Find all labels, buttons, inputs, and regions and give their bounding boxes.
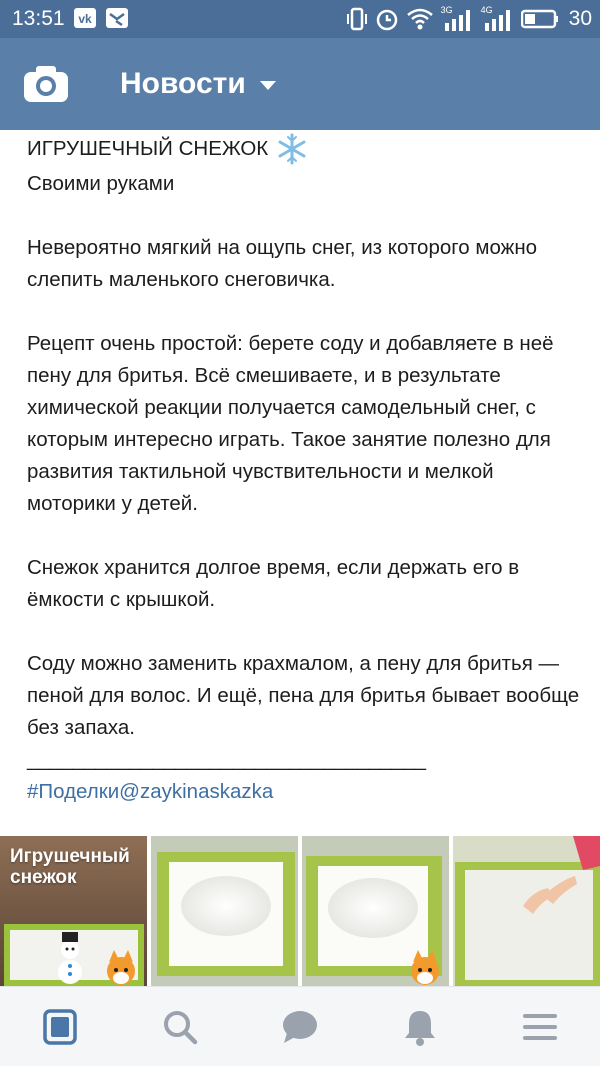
snowflake-icon	[276, 133, 308, 165]
photo-caption: Игрушечный снежок	[10, 846, 130, 888]
bottom-nav	[0, 986, 600, 1066]
alarm-icon	[375, 7, 399, 31]
post-title-line	[27, 130, 587, 168]
status-bar	[0, 0, 600, 38]
powder-image	[328, 878, 418, 938]
nav-messages[interactable]	[270, 997, 330, 1057]
post-divider: ___________________________________	[27, 748, 427, 771]
wifi-icon	[407, 8, 433, 30]
page-title: Новости	[120, 67, 246, 100]
app-header	[0, 38, 600, 130]
photo-1[interactable]	[0, 836, 147, 986]
child-hands-image	[503, 836, 600, 926]
post-paragraph: Соду можно заменить крахмалом, а пену для бритья — пеной для волос. И ещё, пена для бритья бывает вообще без запаха.	[27, 652, 580, 739]
vibrate-icon	[347, 7, 367, 31]
photo-2[interactable]	[151, 836, 298, 986]
vk-message-icon	[106, 8, 128, 28]
status-time: 13:51	[12, 7, 65, 30]
post-paragraph: Снежок хранится долгое время, если держать его в ёмкости с крышкой.	[27, 556, 520, 611]
photo-4[interactable]	[453, 836, 600, 986]
status-icons	[347, 6, 592, 32]
signal-4g: 4G	[481, 7, 513, 31]
battery-level: 30	[568, 7, 592, 30]
snowman-image	[52, 930, 88, 986]
menu-icon	[523, 1013, 557, 1041]
post-title: ИГРУШЕЧНЫЙ СНЕЖОК	[27, 137, 269, 160]
camera-icon[interactable]	[22, 64, 70, 104]
nav-notifications[interactable]	[390, 997, 450, 1057]
svg-text:vk: vk	[78, 12, 92, 26]
battery-icon	[521, 9, 559, 29]
vk-icon	[74, 8, 96, 28]
caret-down-icon	[260, 81, 276, 90]
messages-icon	[281, 1009, 319, 1045]
post-paragraph: Невероятно мягкий на ощупь снег, из которого можно слепить маленького снеговичка.	[27, 236, 538, 291]
nav-news[interactable]	[30, 997, 90, 1057]
nav-search[interactable]	[150, 997, 210, 1057]
photo-3[interactable]	[302, 836, 449, 986]
fox-mascot-image	[102, 948, 140, 986]
hashtag-link[interactable]: #Поделки@zaykinaskazka	[27, 780, 274, 803]
post-text	[27, 130, 587, 808]
post-paragraph: Рецепт очень простой: берете соду и добавляете в неё пену для бритья. Всё смешиваете, и в результате химической реакции получается самодельный снег, с которым интересно играть. Такое занятие полезно для развития тактильной чувствительности и мелкой моторики у детей.	[27, 332, 554, 515]
nav-menu[interactable]	[510, 997, 570, 1057]
search-icon	[162, 1009, 198, 1045]
news-icon	[43, 1009, 77, 1045]
feed-selector[interactable]	[120, 64, 276, 104]
notifications-icon	[403, 1008, 437, 1046]
powder-image	[181, 876, 271, 936]
signal-3g: 3G	[441, 7, 473, 31]
fox-mascot-image	[406, 948, 444, 986]
photo-gallery	[0, 836, 600, 986]
post-subtitle: Своими руками	[27, 172, 175, 195]
